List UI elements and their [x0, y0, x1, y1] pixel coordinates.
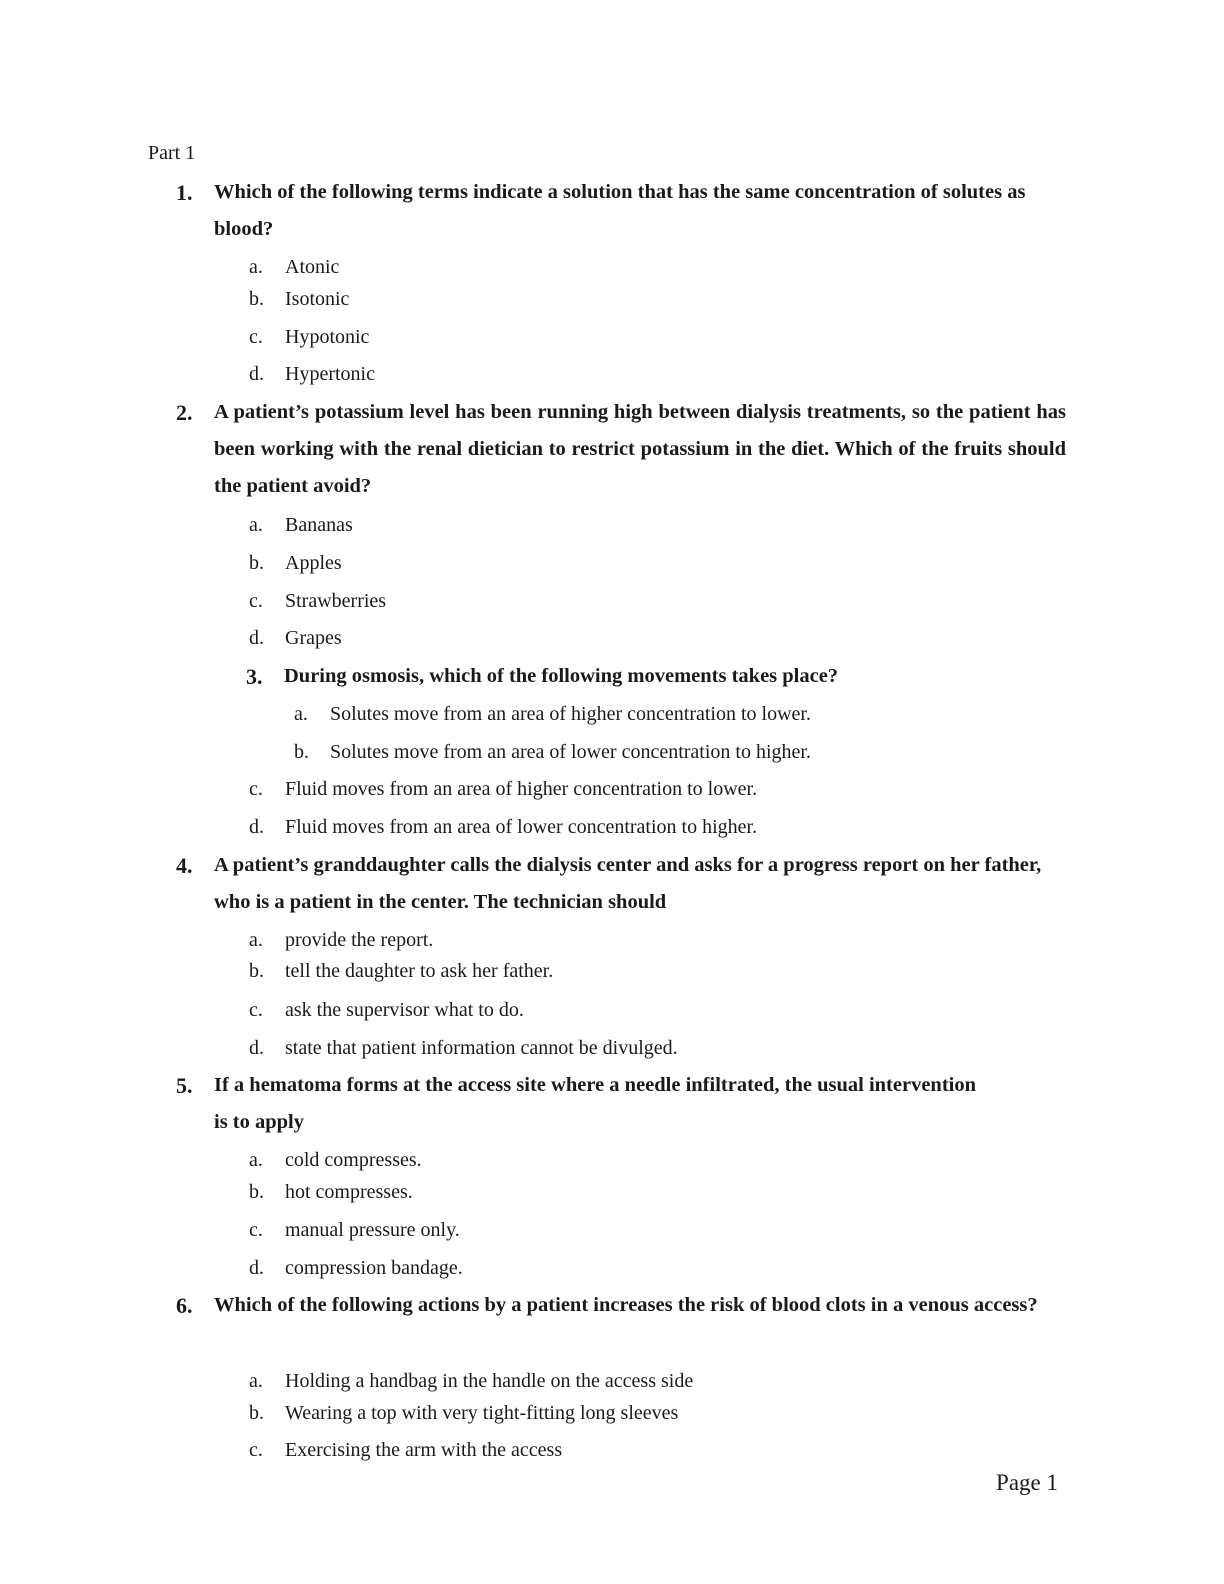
question-3 — [246, 658, 946, 695]
option-letter: a. — [249, 1149, 263, 1171]
option — [249, 1177, 413, 1207]
question-number: 6. — [176, 1293, 193, 1318]
option-text: hot compresses. — [285, 1181, 413, 1203]
option-text: Hypotonic — [285, 326, 370, 348]
option-text: cold compresses. — [285, 1149, 422, 1171]
option-letter: c. — [249, 999, 263, 1021]
option-text: Grapes — [285, 627, 342, 649]
question-number: 3. — [246, 664, 263, 689]
question-2 — [176, 394, 1066, 505]
option — [249, 623, 342, 653]
question-number: 4. — [176, 853, 193, 878]
option-letter: b. — [249, 960, 264, 982]
option — [294, 737, 811, 767]
option-letter: c. — [249, 326, 263, 348]
option-letter: c. — [249, 778, 263, 800]
option-text: Hypertonic — [285, 363, 375, 385]
option-letter: b. — [294, 741, 309, 763]
option — [249, 995, 524, 1025]
option — [249, 1033, 678, 1063]
option-letter: a. — [249, 929, 263, 951]
question-6 — [176, 1287, 1046, 1324]
option — [249, 510, 353, 540]
option-letter: d. — [249, 816, 264, 838]
option-text: Atonic — [285, 256, 340, 278]
option-text: provide the report. — [285, 929, 434, 951]
question-1 — [176, 174, 1066, 248]
question-text: A patient’s potassium level has been running high between dialysis treatments, so the patient has been working with the renal dietician to restrict potassium in the diet. Which of the fruits should the patient avoid? — [214, 401, 1066, 497]
option — [249, 252, 339, 282]
option-letter: c. — [249, 1219, 263, 1241]
question-5 — [176, 1067, 976, 1141]
option-letter: d. — [249, 627, 264, 649]
option-letter: d. — [249, 1037, 264, 1059]
option-text: Isotonic — [285, 288, 350, 310]
option-text: Strawberries — [285, 590, 387, 612]
option — [249, 812, 757, 842]
option — [294, 699, 811, 729]
option-text: Bananas — [285, 514, 353, 536]
option-text: Solutes move from an area of higher concentration to lower. — [330, 703, 811, 725]
option — [249, 359, 375, 389]
option — [249, 586, 386, 616]
option — [249, 1145, 422, 1175]
option-text: ask the supervisor what to do. — [285, 999, 524, 1021]
option — [249, 1398, 678, 1428]
question-4 — [176, 847, 1066, 921]
option-letter: c. — [249, 1439, 263, 1461]
option-text: Apples — [285, 552, 342, 574]
option-letter: c. — [249, 590, 263, 612]
question-text: Which of the following actions by a patient increases the risk of blood clots in a venous access? — [214, 1294, 1038, 1316]
option-letter: a. — [294, 703, 308, 725]
question-text: A patient’s granddaughter calls the dialysis center and asks for a progress report on her father, who is a patient in the center. The technician should — [214, 854, 1042, 913]
option — [249, 1253, 463, 1283]
option-letter: b. — [249, 1181, 264, 1203]
option — [249, 548, 342, 578]
option — [249, 284, 349, 314]
option-text: Exercising the arm with the access — [285, 1439, 563, 1461]
option-text: Solutes move from an area of lower concentration to higher. — [330, 741, 811, 763]
question-number: 2. — [176, 400, 193, 425]
option-letter: d. — [249, 363, 264, 385]
option — [249, 322, 369, 352]
question-text: If a hematoma forms at the access site where a needle infiltrated, the usual intervention is to apply — [214, 1074, 976, 1133]
option-text: state that patient information cannot be divulged. — [285, 1037, 678, 1059]
part-heading: Part 1 — [148, 142, 196, 164]
option-letter: b. — [249, 552, 264, 574]
option-text: Holding a handbag in the handle on the access side — [285, 1370, 694, 1392]
option-letter: d. — [249, 1257, 264, 1279]
option-letter: b. — [249, 288, 264, 310]
option-text: Wearing a top with very tight-fitting long sleeves — [285, 1402, 679, 1424]
option-letter: a. — [249, 1370, 263, 1392]
option-letter: a. — [249, 256, 263, 278]
option — [249, 956, 553, 986]
option — [249, 1435, 562, 1465]
question-text: During osmosis, which of the following movements takes place? — [284, 665, 839, 687]
question-text: Which of the following terms indicate a solution that has the same concentration of solutes as blood? — [214, 181, 1026, 240]
option-text: tell the daughter to ask her father. — [285, 960, 554, 982]
question-number: 5. — [176, 1073, 193, 1098]
option-letter: a. — [249, 514, 263, 536]
page-number: Page 1 — [996, 1470, 1058, 1495]
question-number: 1. — [176, 180, 193, 205]
option — [249, 925, 433, 955]
option — [249, 774, 757, 804]
option — [249, 1215, 460, 1245]
option — [249, 1366, 693, 1396]
option-text: Fluid moves from an area of higher concentration to lower. — [285, 778, 758, 800]
option-text: manual pressure only. — [285, 1219, 460, 1241]
option-text: compression bandage. — [285, 1257, 463, 1279]
option-text: Fluid moves from an area of lower concentration to higher. — [285, 816, 758, 838]
option-letter: b. — [249, 1402, 264, 1424]
